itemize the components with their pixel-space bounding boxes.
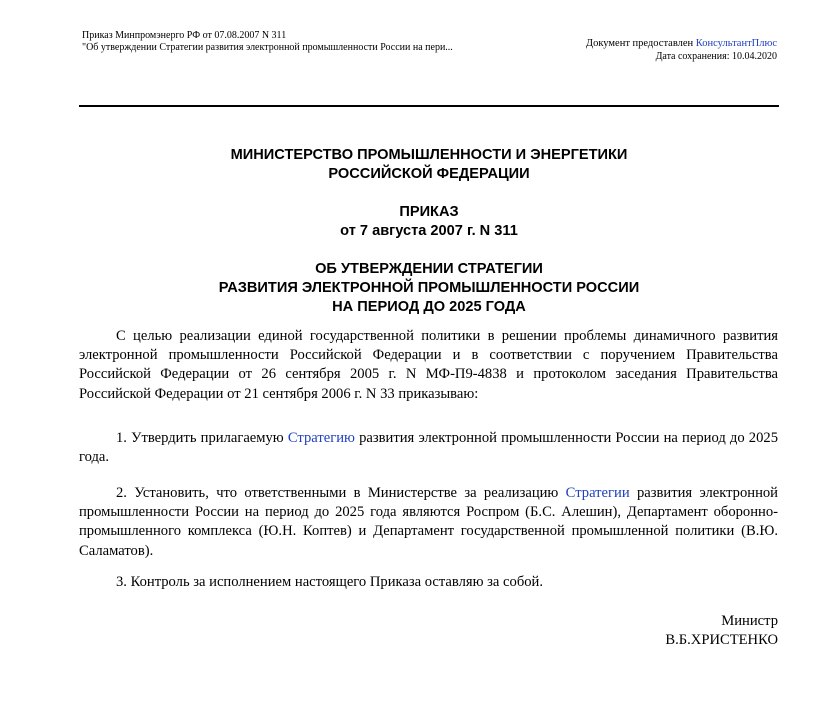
header-order-reference: Приказ Минпромэнерго РФ от 07.08.2007 N 311	[82, 30, 287, 41]
provided-by-line	[586, 37, 777, 50]
item-2-text-before: 2. Установить, что ответственными в Министерстве за реализацию	[116, 485, 566, 501]
document-header-left	[82, 30, 472, 54]
item-2-paragraph	[79, 484, 778, 561]
strategy-link-1[interactable]: Стратегию	[287, 430, 355, 446]
item-1-text-before: 1. Утвердить прилагаемую	[116, 430, 288, 446]
header-divider	[79, 105, 779, 107]
provided-by-label: Документ предоставлен	[585, 38, 696, 49]
ministry-heading	[79, 146, 779, 184]
signatory-position: Министр	[721, 613, 778, 629]
item-2-text-after: развития электронной промышленности России на период до 2025 года являются Роспром (Б.С. Алешин), Департамент оборонно-промышленного комплекса (Ю.Н. Коптев) и Департамент государственной промышленной политики (В.Ю. Саламатов).	[79, 485, 778, 559]
order-title-line1: ОБ УТВЕРЖДЕНИИ СТРАТЕГИИ	[315, 261, 543, 277]
order-title-line2: РАЗВИТИЯ ЭЛЕКТРОННОЙ ПРОМЫШЛЕННОСТИ РОССИИ	[218, 280, 640, 296]
order-heading	[79, 203, 779, 241]
strategy-link-2[interactable]: Стратегии	[565, 485, 630, 501]
preamble-paragraph: С целью реализации единой государственной политики в решении проблемы динамичного развития электронной промышленности Российской Федерации и в соответствии с поручением Правительства Российской Федерации от 26 сентября 2005 г. N МФ-П9-4838 и протоколом заседания Правительства Российской Федерации от 21 сентября 2006 г. N 33 приказываю:	[79, 328, 778, 402]
order-title	[79, 260, 779, 317]
item-1-paragraph	[79, 429, 778, 467]
save-date: Дата сохранения: 10.04.2020	[655, 51, 777, 62]
item-1-text-after: развития электронной промышленности России на период до 2025 года.	[79, 430, 778, 466]
signatory-name: В.Б.ХРИСТЕНКО	[665, 632, 778, 648]
order-date-number: от 7 августа 2007 г. N 311	[340, 223, 518, 239]
signature-block	[665, 612, 778, 650]
document-header-right	[586, 37, 777, 63]
consultantplus-link[interactable]: КонсультантПлюс	[695, 38, 777, 49]
ministry-heading-line2: РОССИЙСКОЙ ФЕДЕРАЦИИ	[328, 166, 530, 182]
ministry-heading-line1: МИНИСТЕРСТВО ПРОМЫШЛЕННОСТИ И ЭНЕРГЕТИКИ	[230, 147, 628, 163]
item-3-paragraph: 3. Контроль за исполнением настоящего Приказа оставляю за собой.	[116, 574, 544, 590]
order-title-line3: НА ПЕРИОД ДО 2025 ГОДА	[332, 299, 526, 315]
order-word: ПРИКАЗ	[399, 204, 459, 220]
header-order-title: "Об утверждении Стратегии развития электронной промышленности России на пери...	[82, 42, 453, 53]
